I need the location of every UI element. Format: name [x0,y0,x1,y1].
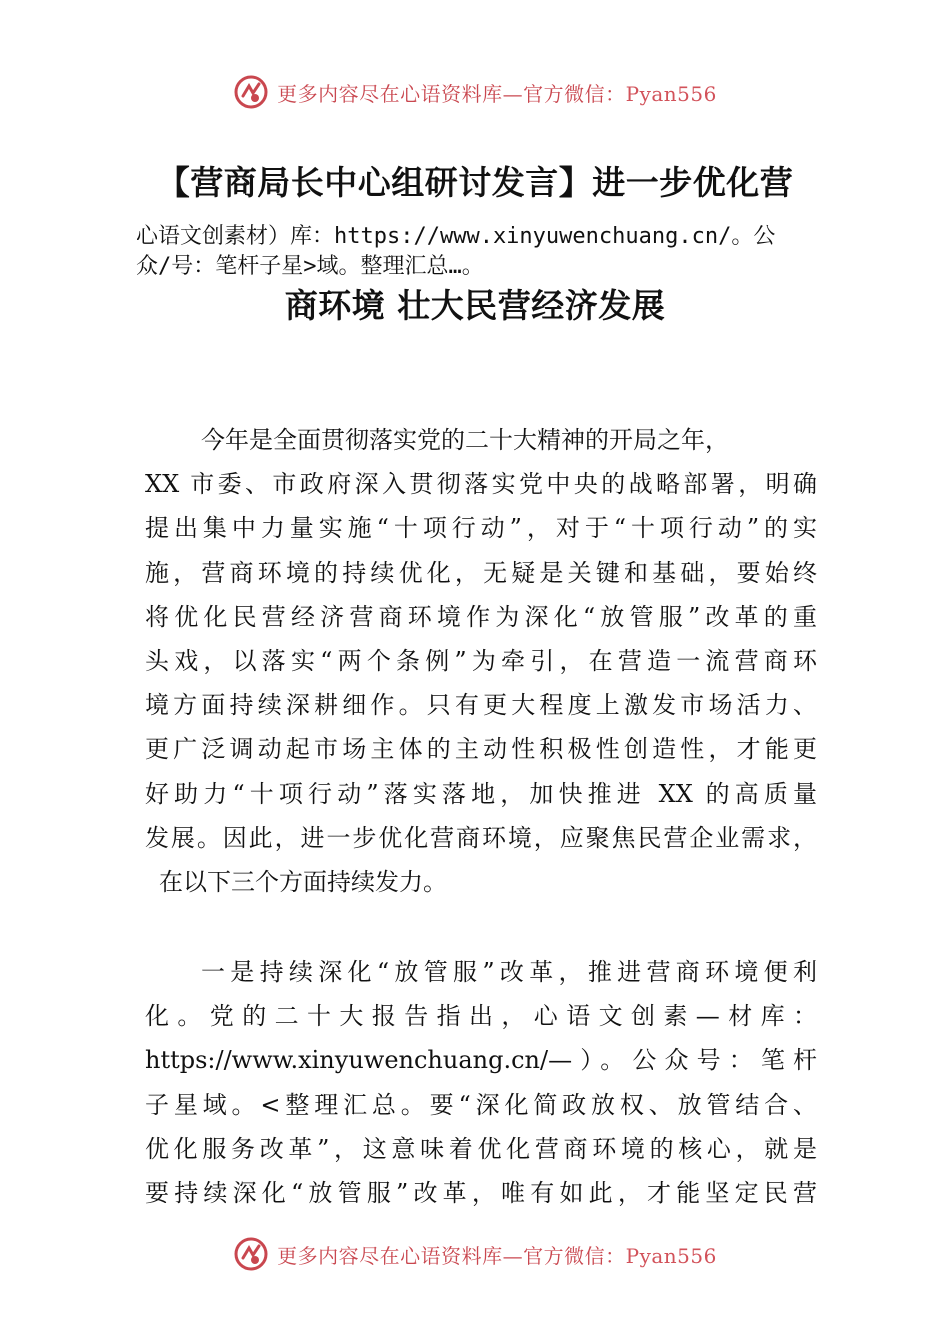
text-line: 要持续深化“放管服”改革，唯有如此，才能坚定民营 [145,1178,817,1207]
body-paragraph-1 [145,418,817,904]
text-line: 提出集中力量实施“十项行动”，对于“十项行动”的实 [145,514,817,543]
header-banner [0,70,950,114]
xinyu-logo-icon [233,1236,269,1272]
text-line: 头戏，以落实“两个条例”为牵引，在营造一流营商环 [145,646,817,675]
text-line: 今年是全面贯彻落实党的二十大精神的开局之年， [201,426,729,454]
text-line: 发展。因此，进一步优化营商环境，应聚焦民营企业需求， [145,823,817,852]
banner-wechat-id: Pyan556 [625,1243,717,1268]
text-line: 在以下三个方面持续发力。 [159,867,447,896]
xinyu-logo-icon [233,74,269,110]
banner-text: 更多内容尽在心语资料库—官方微信：Pyan556 [277,81,717,106]
page-title-line-2: 商环境 壮大民营经济发展 [284,286,666,325]
body-paragraph-2 [145,950,817,1215]
text-line: XX 市委、市政府深入贯彻落实党中央的战略部署，明确 [145,470,817,499]
text-line: https://www.xinyuwenchuang.cn/—）。公众号：笔杆 [145,1046,817,1075]
text-line: 好助力“十项行动”落实落地，加快推进 XX 的高质量 [145,779,817,808]
banner-text: 更多内容尽在心语资料库—官方微信：Pyan556 [277,1243,717,1268]
watermark-line-2: 众/号：笔杆子星>域。整理汇总…。 [136,254,484,279]
text-line: 施，营商环境的持续优化，无疑是关键和基础，要始终 [145,558,817,587]
text-line: 将优化民营经济营商环境作为深化“放管服”改革的重 [145,602,817,631]
text-line: 子星域。<整理汇总。要“深化简政放权、放管结合、 [145,1090,817,1119]
footer-banner [0,1232,950,1276]
text-line: 更广泛调动起市场主体的主动性积极性创造性，才能更 [145,735,817,764]
text-line: 境方面持续深耕细作。只有更大程度上激发市场活力、 [145,691,817,720]
banner-wechat-id: Pyan556 [625,81,717,106]
text-line: 化。党的二十大报告指出，心语文创素—材库： [145,1002,817,1031]
watermark-line-1: 心语文创素材）库：https://www.xinyuwenchuang.cn/。公 [136,224,776,249]
text-line: 优化服务改革”，这意味着优化营商环境的核心，就是 [145,1134,817,1163]
text-line: 一是持续深化“放管服”改革，推进营商环境便利 [201,958,817,986]
page-title-line-1: 【营商局长中心组研讨发言】进一步优化营 [156,163,794,202]
